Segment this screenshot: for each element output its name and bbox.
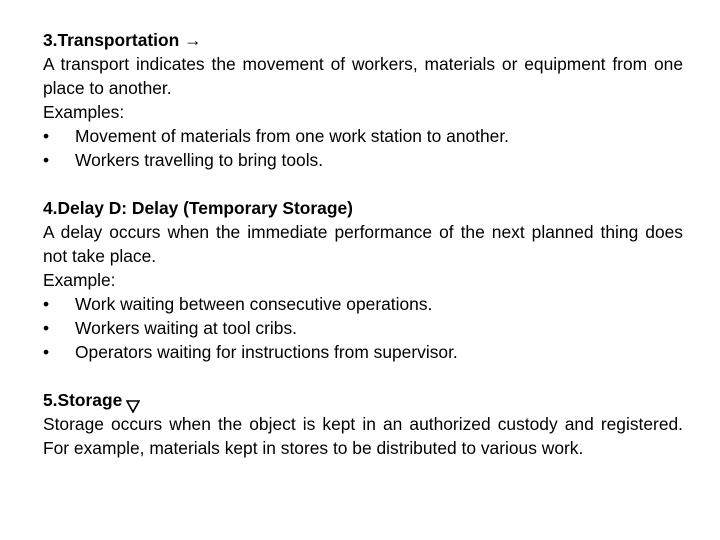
examples-list xyxy=(43,124,683,172)
list-item xyxy=(43,340,683,364)
section-heading xyxy=(43,388,683,412)
examples-list xyxy=(43,292,683,364)
section-heading: 4.Delay D: Delay (Temporary Storage) xyxy=(43,198,353,218)
section-heading xyxy=(43,28,683,52)
list-item-text: Movement of materials from one work station to another. xyxy=(75,126,510,146)
section-storage xyxy=(43,388,683,460)
list-item xyxy=(43,124,683,148)
list-item xyxy=(43,316,683,340)
bullet-icon: • xyxy=(43,126,50,146)
examples-label: Examples: xyxy=(43,102,125,122)
heading-text: 5.Storage xyxy=(43,390,123,410)
section-description: Storage occurs when the object is kept in an authorized custody and registered. For example, materials kept in stores to be distributed to various work. xyxy=(43,414,683,458)
list-item xyxy=(43,148,683,172)
bullet-icon: • xyxy=(43,150,50,170)
section-description: A transport indicates the movement of workers, materials or equipment from one place to another. xyxy=(43,54,683,98)
list-item-text: Operators waiting for instructions from supervisor. xyxy=(75,342,458,362)
bullet-icon: • xyxy=(43,342,50,362)
bullet-icon: • xyxy=(43,294,50,314)
document-page xyxy=(43,28,683,460)
section-description: A delay occurs when the immediate performance of the next planned thing does not take place. xyxy=(43,222,683,266)
list-item xyxy=(43,292,683,316)
list-item-text: Workers waiting at tool cribs. xyxy=(75,318,297,338)
section-delay xyxy=(43,196,683,364)
list-item-text: Workers travelling to bring tools. xyxy=(75,150,324,170)
bullet-icon: • xyxy=(43,318,50,338)
examples-label: Example: xyxy=(43,270,116,290)
arrow-right-icon: → xyxy=(184,30,202,50)
list-item-text: Work waiting between consecutive operations. xyxy=(75,294,433,314)
section-transportation xyxy=(43,28,683,172)
heading-text: 3.Transportation xyxy=(43,30,180,50)
